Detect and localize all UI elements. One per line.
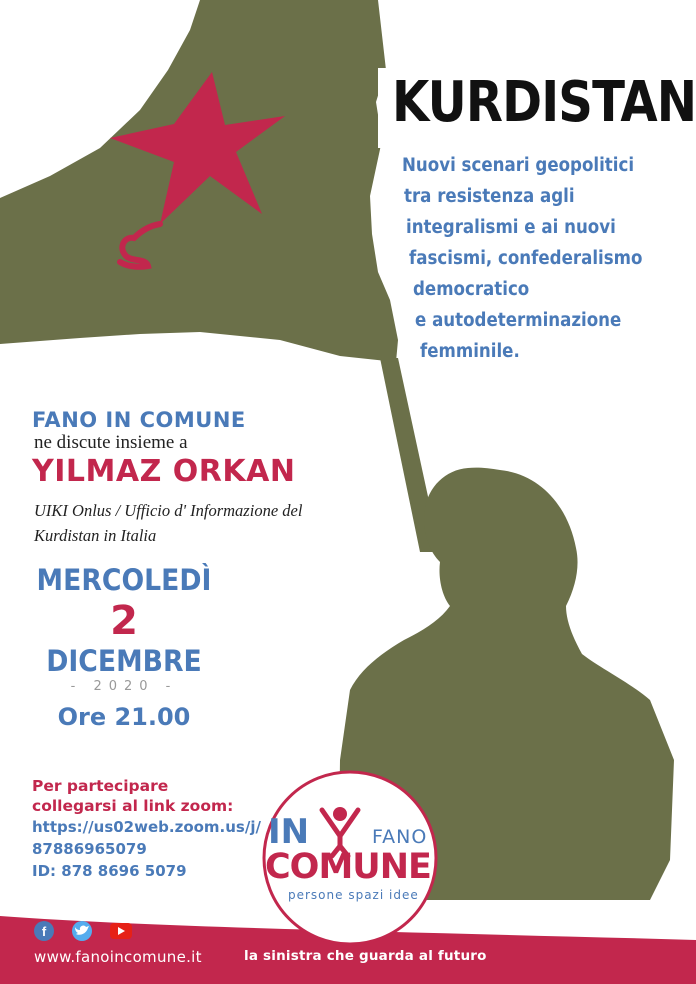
zoom-link[interactable]: 87886965079 <box>32 840 147 858</box>
zoom-link[interactable]: https://us02web.zoom.us/j/ <box>32 818 261 836</box>
zoom-instruction: Per partecipare <box>32 777 169 795</box>
poster-title: KURDISTAN <box>392 70 696 135</box>
subtitle-line: e autodeterminazione <box>415 310 622 331</box>
website-link[interactable]: www.fanoincomune.it <box>34 948 202 966</box>
poster-subtitle <box>402 150 642 367</box>
logo-in: IN <box>268 812 310 852</box>
affiliation-line: UIKI Onlus / Ufficio d' Informazione del <box>34 501 303 520</box>
date-day: 2 <box>110 598 138 644</box>
logo-fano: FANO <box>372 826 428 848</box>
speaker-name: YILMAZ ORKAN <box>32 454 296 489</box>
zoom-instruction: collegarsi al link zoom: <box>32 797 234 815</box>
facebook-icon <box>34 921 54 941</box>
date-weekday: MERCOLEDÌ <box>36 563 212 597</box>
subtitle-line: integralismi e ai nuovi <box>406 217 616 238</box>
youtube-icon <box>110 923 132 939</box>
organizer-name: FANO IN COMUNE <box>32 408 246 432</box>
zoom-info <box>32 776 261 882</box>
event-time: Ore 21.00 <box>57 703 191 731</box>
zoom-meeting-id: ID: 878 8696 5079 <box>32 862 187 880</box>
subtitle-line: democratico <box>413 279 530 300</box>
subtitle-line: Nuovi scenari geopolitici <box>402 155 635 176</box>
footer-slogan: la sinistra che guarda al futuro <box>244 948 487 964</box>
subtitle-line: fascismi, confederalismo <box>409 248 643 269</box>
date-year: - 2020 - <box>70 679 178 694</box>
affiliation-line: Kurdistan in Italia <box>34 526 157 545</box>
intro-text: ne discute insieme a <box>34 432 188 453</box>
svg-text:f: f <box>41 924 47 939</box>
logo-tagline: persone spazi idee <box>288 888 419 902</box>
subtitle-line: femminile. <box>420 341 520 362</box>
date-month: DICEMBRE <box>46 644 202 678</box>
subtitle-line: tra resistenza agli <box>404 186 575 207</box>
logo-comune: COMUNE <box>265 847 431 887</box>
twitter-icon <box>72 921 92 941</box>
event-date <box>26 562 222 736</box>
speaker-affiliation <box>34 498 302 548</box>
